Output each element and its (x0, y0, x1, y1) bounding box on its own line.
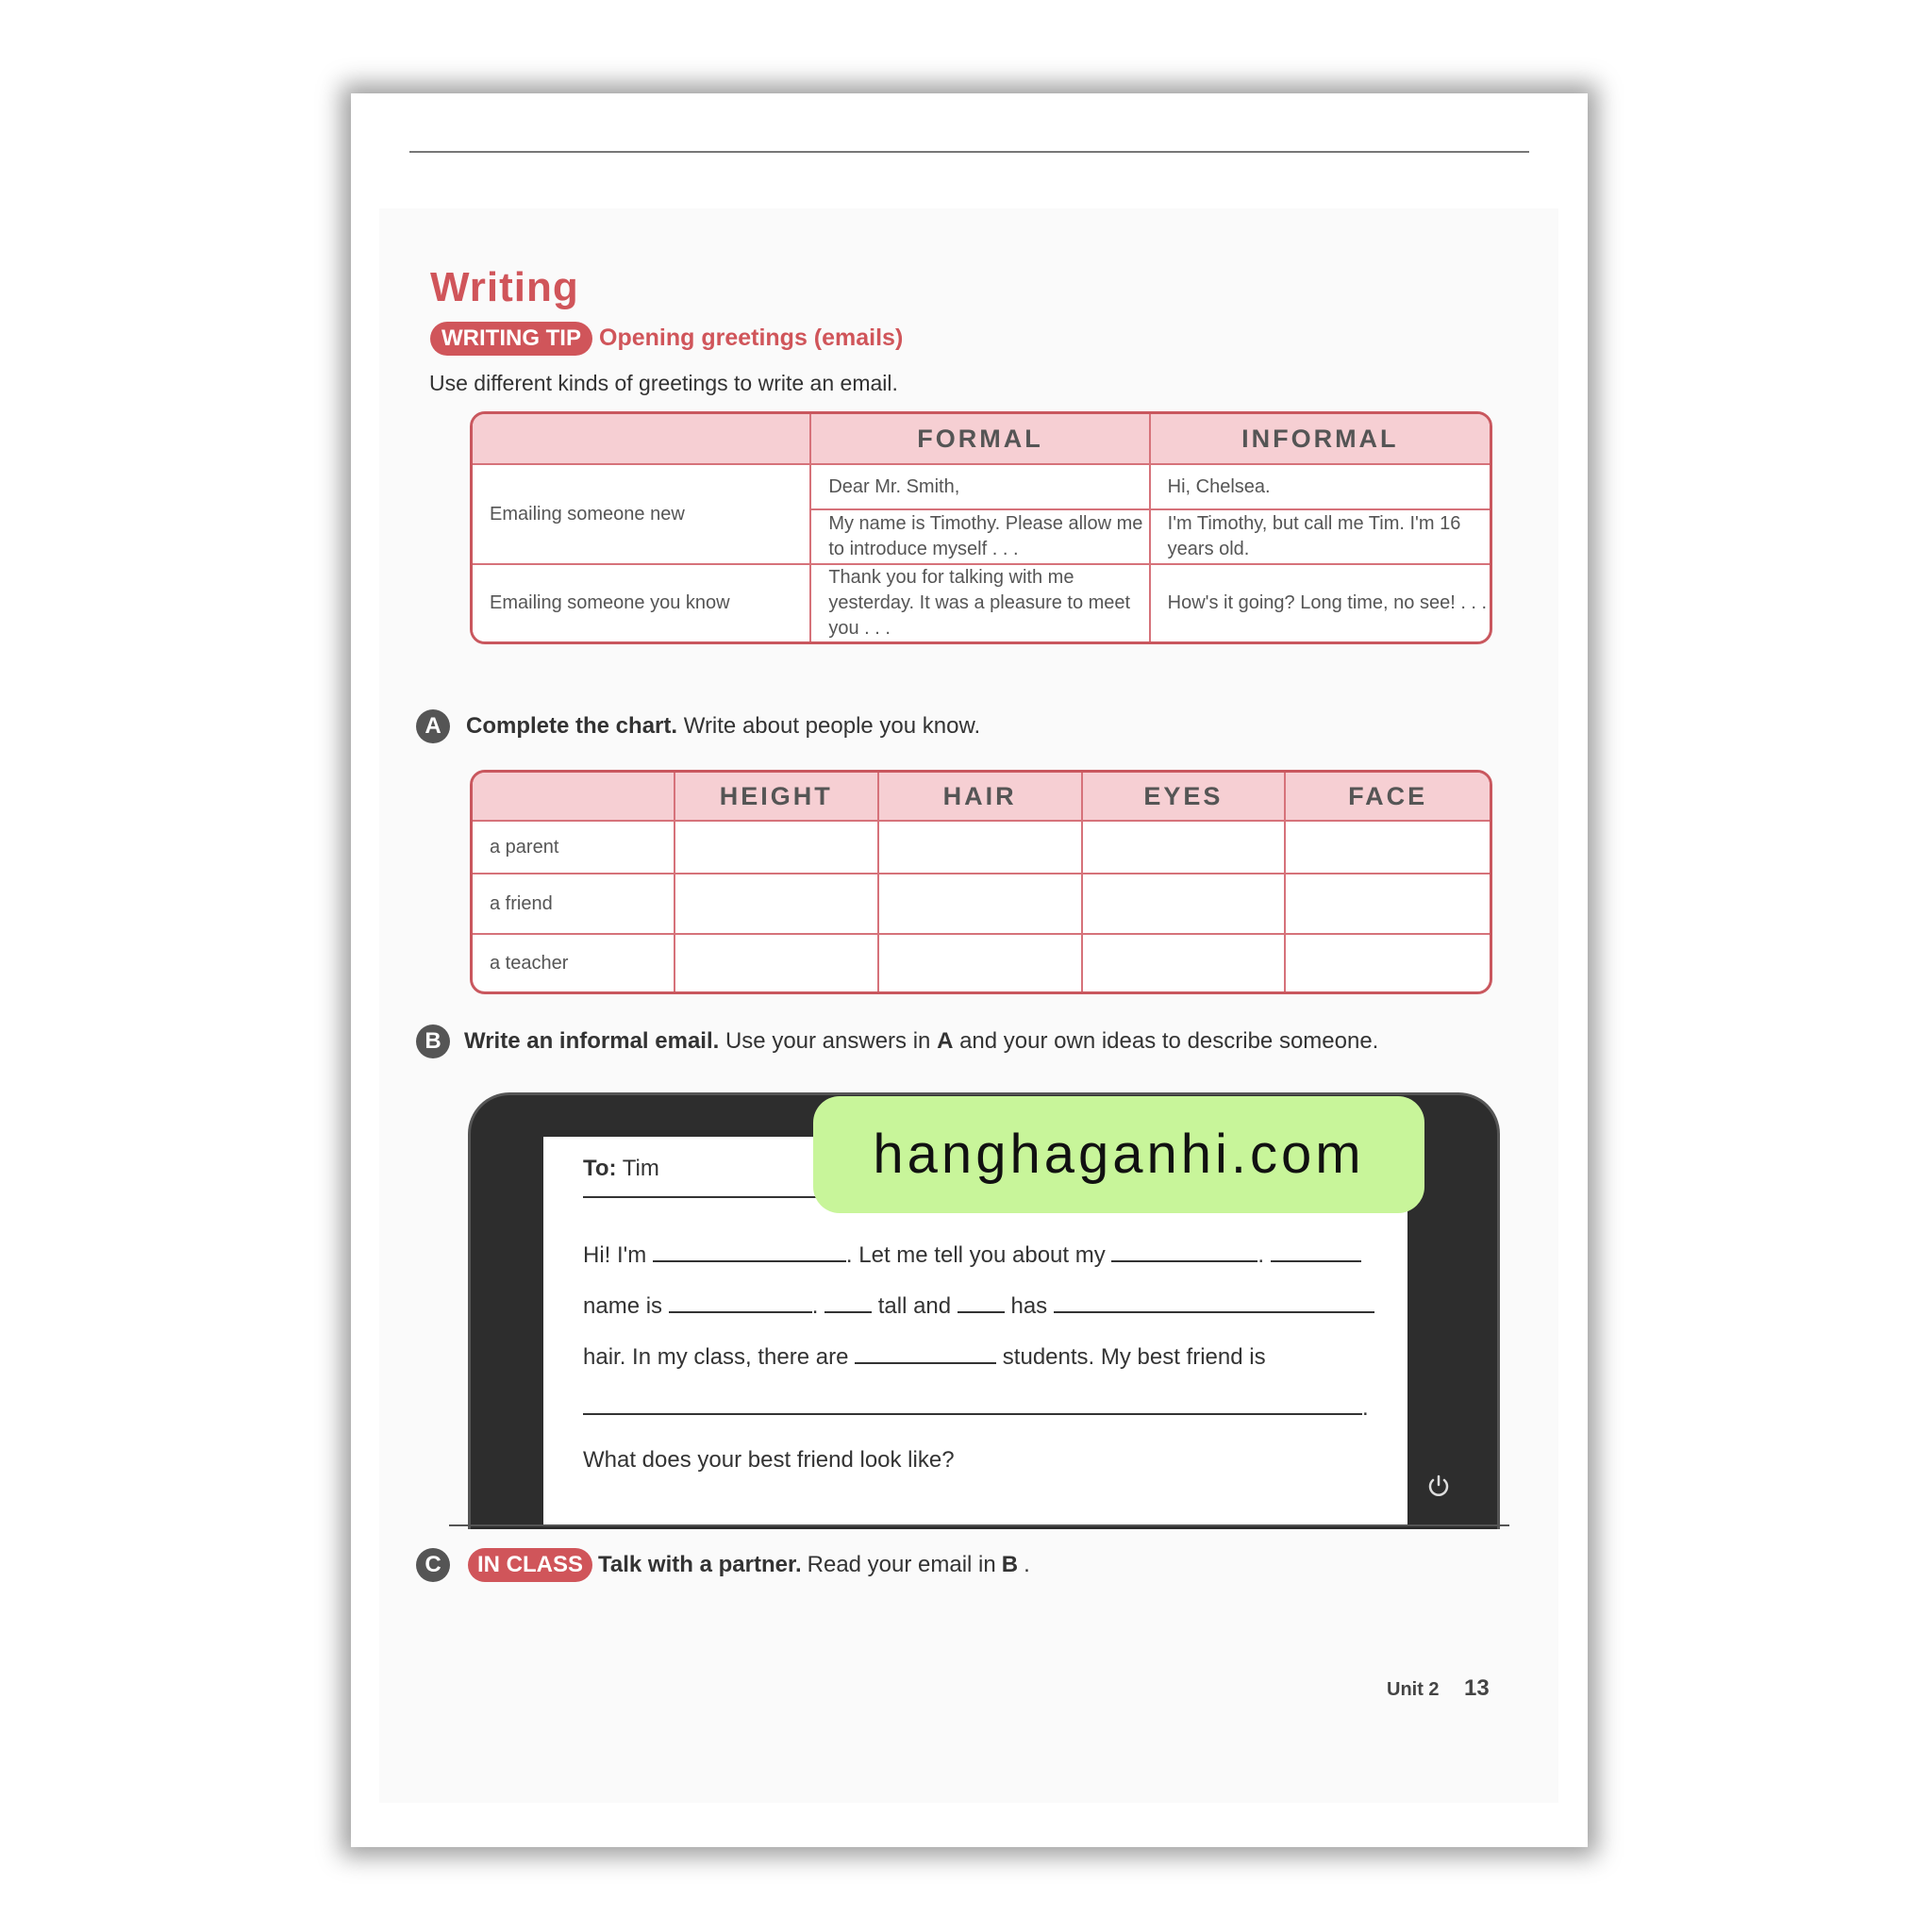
answer-cell[interactable] (879, 874, 1083, 935)
cell-informal: I'm Timothy, but call me Tim. I'm 16 years old. (1151, 510, 1490, 565)
email-text: tall and (877, 1293, 952, 1319)
email-text: name is (583, 1293, 663, 1319)
pronoun-blank[interactable] (1271, 1241, 1361, 1262)
greetings-table (470, 411, 1492, 644)
greetings-header-blank (473, 414, 811, 465)
email-question: What does your best friend look like? (583, 1447, 955, 1473)
answer-cell[interactable] (879, 822, 1083, 874)
watermark-banner: hanghaganhi.com (813, 1096, 1424, 1213)
answer-cell[interactable] (879, 935, 1083, 991)
instruction-c-ref: B (1001, 1552, 1019, 1577)
email-text: . (811, 1293, 819, 1319)
email-text: students. My best friend is (1002, 1344, 1266, 1370)
in-class-badge: IN CLASS (468, 1548, 592, 1582)
email-to-row (583, 1156, 659, 1182)
footer-unit: Unit 2 (1387, 1679, 1440, 1700)
header-face: FACE (1286, 773, 1490, 822)
email-line-3 (583, 1343, 1266, 1371)
email-line-1 (583, 1241, 1361, 1269)
subject-blank[interactable] (824, 1292, 872, 1313)
cell-informal: Hi, Chelsea. (1151, 465, 1490, 510)
count-blank[interactable] (855, 1343, 996, 1364)
header-informal: INFORMAL (1151, 414, 1490, 465)
cell-formal: Dear Mr. Smith, (811, 465, 1150, 510)
instruction-b-post: and your own ideas to describe someone. (959, 1028, 1379, 1054)
intro-text: Use different kinds of greetings to write an email. (429, 371, 898, 395)
badge-c: C (416, 1548, 450, 1582)
email-text: hair. In my class, there are (583, 1344, 849, 1370)
instruction-b-pre: Use your answers in (724, 1028, 931, 1054)
badge-b: B (416, 1024, 450, 1058)
email-text: . (1257, 1242, 1265, 1268)
instruction-b-ref: A (937, 1028, 954, 1054)
answer-cell[interactable] (1083, 935, 1287, 991)
email-text: . (1362, 1395, 1369, 1421)
cell-formal: My name is Timothy. Please allow me to introduce myself . . . (811, 510, 1150, 565)
instruction-c-bold: Talk with a partner. (598, 1552, 802, 1577)
instruction-a-bold: Complete the chart. (466, 713, 678, 739)
row-label-friend: a friend (473, 874, 675, 935)
tip-title: Opening greetings (emails) (599, 325, 904, 351)
header-formal: FORMAL (811, 414, 1150, 465)
instruction-c-post: . (1024, 1552, 1030, 1577)
answer-cell[interactable] (675, 874, 879, 935)
to-label: To: (583, 1156, 617, 1181)
email-line-4 (583, 1394, 1369, 1422)
power-icon[interactable] (1426, 1474, 1451, 1498)
answer-cell[interactable] (675, 935, 879, 991)
instruction-c-pre: Read your email in (807, 1552, 996, 1577)
person-name-blank[interactable] (669, 1292, 812, 1313)
describe-chart (470, 770, 1492, 994)
device-base-line (449, 1524, 1509, 1526)
section-title: Writing (430, 264, 579, 310)
answer-cell[interactable] (1083, 822, 1287, 874)
cell-formal: Thank you for talking with me yesterday. It was a pleasure to meet you . . . (811, 565, 1150, 641)
relation-blank[interactable] (1111, 1241, 1257, 1262)
badge-a: A (416, 709, 450, 743)
answer-cell[interactable] (675, 822, 879, 874)
row-label-know: Emailing someone you know (473, 565, 811, 641)
row-label-parent: a parent (473, 822, 675, 874)
page-number: 13 (1464, 1675, 1490, 1701)
best-friend-blank[interactable] (583, 1394, 1362, 1415)
workbook-page (351, 93, 1588, 1847)
chart-header-blank (473, 773, 675, 822)
row-label-teacher: a teacher (473, 935, 675, 991)
name-blank[interactable] (653, 1241, 846, 1262)
writing-tip-badge: WRITING TIP (430, 322, 592, 356)
answer-cell[interactable] (1286, 935, 1490, 991)
answer-cell[interactable] (1286, 874, 1490, 935)
email-text: . Let me tell you about my (845, 1242, 1106, 1268)
answer-cell[interactable] (1083, 874, 1287, 935)
header-hair: HAIR (879, 773, 1083, 822)
email-text: has (1010, 1293, 1048, 1319)
answer-cell[interactable] (1286, 822, 1490, 874)
email-line-2 (583, 1292, 1374, 1320)
instruction-a-text: Write about people you know. (683, 713, 981, 739)
header-eyes: EYES (1083, 773, 1287, 822)
instruction-c (468, 1548, 1030, 1582)
instruction-b (464, 1028, 1378, 1055)
instruction-a (466, 713, 980, 740)
cell-informal: How's it going? Long time, no see! . . . (1167, 592, 1488, 613)
row-label-new: Emailing someone new (473, 465, 811, 565)
top-rule (409, 151, 1529, 153)
subject-blank-2[interactable] (958, 1292, 1005, 1313)
email-text: Hi! I'm (583, 1242, 647, 1268)
hair-blank[interactable] (1054, 1292, 1374, 1313)
header-height: HEIGHT (675, 773, 879, 822)
instruction-b-bold: Write an informal email. (464, 1028, 720, 1054)
to-value: Tim (622, 1156, 659, 1181)
